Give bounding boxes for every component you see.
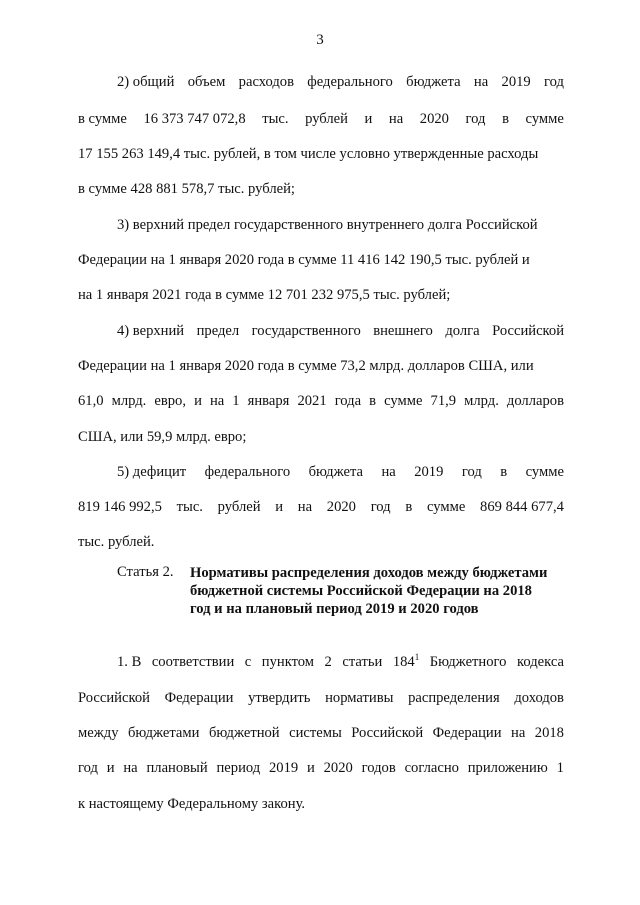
word: 4) верхний [117, 323, 185, 339]
word: и [307, 760, 315, 776]
word: 17 155 263 149,4 тыс. рублей, в том числе условно утвержденные расходы [78, 146, 539, 162]
word: объем [187, 74, 226, 90]
word: тыс. рублей. [78, 534, 155, 550]
word: на [511, 725, 526, 741]
article-label: Статья 2. [117, 564, 174, 580]
word: 2020 [326, 499, 356, 515]
article-title-line: бюджетной системы Российской Федерации на 2018 [190, 583, 532, 599]
word: Федерации на 1 января 2020 года в сумме 11 416 142 190,5 тыс. рублей и [78, 252, 530, 268]
word: сумме [384, 393, 423, 409]
word: Бюджетного [429, 654, 507, 670]
word: на 1 января 2021 года в сумме 12 701 232 975,5 тыс. рублей; [78, 287, 451, 303]
clause1-line5 [78, 795, 564, 813]
word: в сумме 428 881 578,7 тыс. рублей; [78, 181, 295, 197]
word: 2021 [297, 393, 327, 409]
word: утвердить [248, 690, 311, 706]
word: к настоящему Федеральному закону. [78, 796, 306, 812]
word: евро, [154, 393, 186, 409]
item2-line2 [78, 110, 564, 128]
word: 819 146 992,5 [78, 499, 162, 515]
item5-line3 [78, 533, 564, 551]
item5-line2 [78, 498, 564, 516]
word: 1 [232, 393, 240, 409]
word: долга [445, 323, 480, 339]
word: год [78, 760, 98, 776]
word: 16 373 747 072,8 [143, 111, 246, 127]
clause1-line4 [78, 759, 564, 777]
word: годов [361, 760, 396, 776]
word: плановый [146, 760, 208, 776]
word: в сумме [78, 111, 127, 127]
word: сумме [426, 499, 466, 515]
item2-line1 [117, 73, 564, 91]
article-number: 184 [392, 654, 415, 670]
item4-line2 [78, 357, 564, 375]
word: 1. В [117, 654, 142, 670]
clause1-line1 [117, 653, 564, 671]
word: 3) верхний предел государственного внутреннего долга Российской [117, 217, 538, 233]
word: доходов [514, 690, 564, 706]
word: с [244, 654, 252, 670]
word: в [500, 464, 508, 480]
clause1-line2 [78, 689, 564, 707]
word: млрд. [464, 393, 499, 409]
item2-line3 [78, 145, 564, 163]
word: Российской [351, 725, 424, 741]
word: млрд. [111, 393, 147, 409]
word: Федерации [432, 725, 502, 741]
word: на [123, 760, 138, 776]
word: 2019 [501, 74, 531, 90]
word: 2018 [534, 725, 564, 741]
word: нормативы [325, 690, 394, 706]
word [393, 653, 419, 671]
word: Федерации на 1 января 2020 года в сумме 73,2 млрд. долларов США, или [78, 358, 534, 374]
word: 2020 [419, 111, 449, 127]
word: рублей [217, 499, 261, 515]
word: системы [289, 725, 342, 741]
word: в [405, 499, 413, 515]
word: бюджета [406, 74, 461, 90]
word: января [247, 393, 290, 409]
word: год [370, 499, 391, 515]
word: на [297, 499, 313, 515]
word: Федерации [164, 690, 234, 706]
word: бюджета [308, 464, 363, 480]
word: расходов [238, 74, 294, 90]
word: год [465, 111, 486, 127]
word: 869 844 677,4 [480, 499, 564, 515]
word: долларов [506, 393, 564, 409]
page-number: 3 [316, 32, 324, 48]
word: сумме [525, 464, 564, 480]
article-title-line: Нормативы распределения доходов между бюджетами [190, 565, 548, 581]
word: и [364, 111, 373, 127]
word: кодекса [516, 654, 564, 670]
word: распределения [408, 690, 500, 706]
superscript: 1 [414, 652, 420, 663]
word: согласно [404, 760, 459, 776]
word: государственного [251, 323, 361, 339]
word: между [78, 725, 119, 741]
word: 5) дефицит [117, 464, 187, 480]
word: предел [196, 323, 240, 339]
item3-line3 [78, 286, 564, 304]
word: федерального [307, 74, 393, 90]
word: 2019 [269, 760, 299, 776]
word: сумме [525, 111, 564, 127]
word: соответствии [151, 654, 235, 670]
word: бюджетами [128, 725, 200, 741]
word: период [216, 760, 261, 776]
item4-line1 [117, 322, 564, 340]
word: на [388, 111, 404, 127]
article-title [190, 564, 565, 618]
word: 61,0 [78, 393, 104, 409]
word: на [473, 74, 489, 90]
word: 1 [556, 760, 564, 776]
article-title-line: год и на плановый период 2019 и 2020 годов [190, 601, 479, 617]
word: Российской [78, 690, 150, 706]
word: бюджетной [208, 725, 280, 741]
item4-line3 [78, 392, 564, 410]
item3-line2 [78, 251, 564, 269]
word: рублей [305, 111, 348, 127]
word: в [369, 393, 377, 409]
word: внешнего [373, 323, 433, 339]
item3-line1 [117, 216, 564, 234]
word: 2) общий [117, 74, 175, 90]
item2-line4 [78, 180, 564, 198]
word: тыс. [262, 111, 289, 127]
word: года [334, 393, 362, 409]
word: США, или 59,9 млрд. евро; [78, 429, 247, 445]
word: пунктом [261, 654, 315, 670]
word: и [106, 760, 115, 776]
word: тыс. [176, 499, 203, 515]
word: Российской [492, 323, 564, 339]
word: год [544, 74, 564, 90]
word: 2020 [323, 760, 353, 776]
word: на [209, 393, 225, 409]
word: 2 [324, 654, 332, 670]
word: на [381, 464, 396, 480]
word: 71,9 [430, 393, 457, 409]
item4-line4 [78, 428, 564, 446]
word: 2019 [414, 464, 444, 480]
word: год [461, 464, 482, 480]
word: статьи [342, 654, 383, 670]
item5-line1 [117, 463, 564, 481]
word: и [194, 393, 202, 409]
word: федерального [204, 464, 291, 480]
word: и [275, 499, 284, 515]
word: в [502, 111, 509, 127]
word: приложению [467, 760, 548, 776]
clause1-line3 [78, 724, 564, 742]
